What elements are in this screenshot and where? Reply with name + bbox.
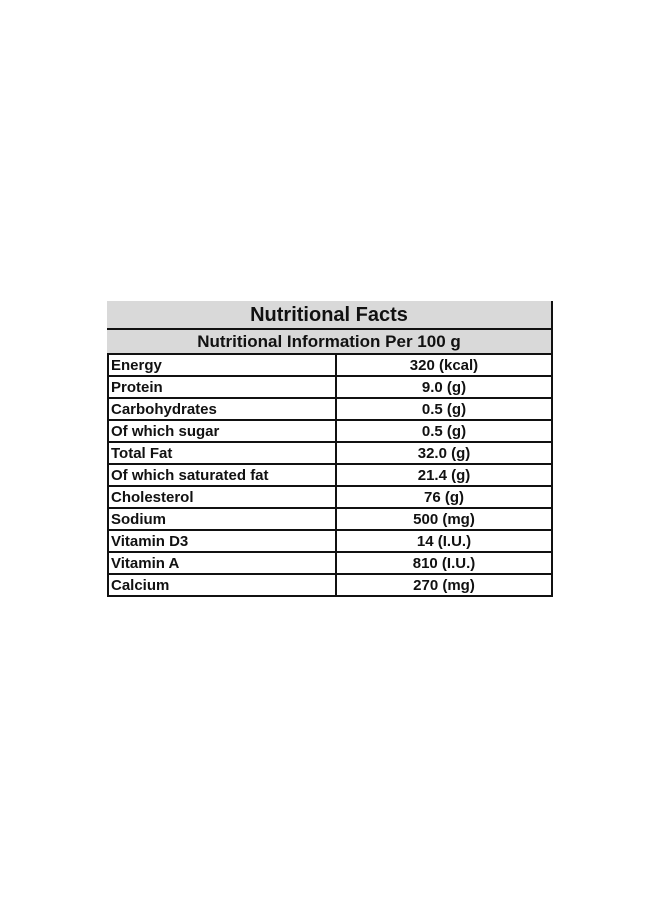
nutrition-table [107,301,553,597]
nutrient-value: 0.5 (g) [421,401,467,418]
nutrient-value: 320 (kcal) [409,357,479,374]
nutrient-label: Cholesterol [109,487,337,507]
table-row [107,421,553,443]
nutrient-value: 9.0 (g) [421,379,467,396]
nutrient-value: 500 (mg) [413,511,475,528]
table-row [107,465,553,487]
nutrient-label: Sodium [109,509,337,529]
nutrient-label: Vitamin A [109,553,337,573]
table-row [107,553,553,575]
nutrient-value: 76 (g) [423,489,464,506]
table-row [107,443,553,465]
table-title: Nutritional Facts [107,301,553,330]
nutrient-label: Vitamin D3 [109,531,337,551]
nutrient-value: 14 (I.U.) [416,533,472,550]
table-row [107,399,553,421]
nutrient-label: Carbohydrates [109,399,337,419]
nutrient-value: 270 (mg) [413,577,475,594]
table-body [107,355,553,597]
table-row [107,509,553,531]
nutrient-label: Of which sugar [109,421,337,441]
nutrient-label: Energy [109,355,337,375]
nutrient-label: Protein [109,377,337,397]
table-row [107,575,553,597]
nutrient-label: Total Fat [109,443,337,463]
nutrient-value: 21.4 (g) [417,467,471,484]
nutrient-label: Calcium [109,575,337,595]
table-row [107,531,553,553]
nutrient-label: Of which saturated fat [109,465,337,485]
table-row [107,377,553,399]
table-row [107,487,553,509]
nutrient-value: 32.0 (g) [417,445,471,462]
table-subtitle: Nutritional Information Per 100 g [107,330,553,355]
table-row [107,355,553,377]
nutrient-value: 810 (I.U.) [412,555,476,572]
nutrient-value: 0.5 (g) [421,423,467,440]
